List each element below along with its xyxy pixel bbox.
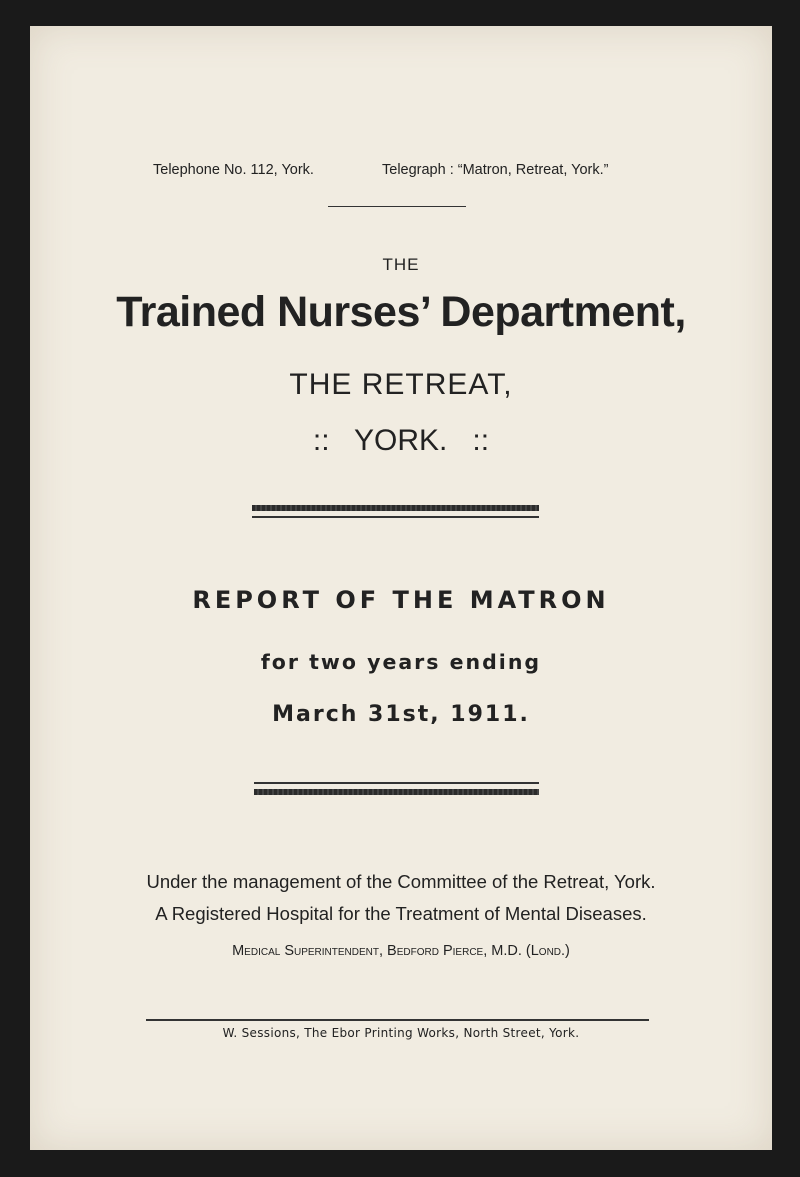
printer-imprint: W. Sessions, The Ebor Printing Works, North Street, York. <box>222 1026 580 1040</box>
institution-name: THE RETREAT, <box>289 368 513 401</box>
report-date: March 31st, 1911. <box>272 702 530 727</box>
city-name: :: YORK. :: <box>312 424 490 457</box>
thin-rule-upper <box>252 516 539 518</box>
telegraph-line: Telegraph : “Matron, Retreat, York.” <box>382 162 609 178</box>
superintendent-line: Medical Superintendent, Bedford Pierce, M.D. (Lond.) <box>232 943 570 959</box>
report-period: for two years ending <box>260 650 542 674</box>
thin-rule-lower <box>254 782 539 784</box>
document-page <box>30 26 772 1150</box>
management-line: Under the management of the Committee of the Retreat, York. <box>146 871 656 892</box>
the-label: THE <box>382 255 420 274</box>
telephone-line: Telephone No. 112, York. <box>153 162 314 178</box>
department-title: Trained Nurses’ Department, <box>116 288 686 336</box>
ornamental-rule-upper <box>252 505 539 511</box>
ornamental-rule-lower <box>254 789 539 795</box>
registered-hospital-line: A Registered Hospital for the Treatment of Mental Diseases. <box>155 903 647 924</box>
report-heading: REPORT OF THE MATRON <box>192 586 610 614</box>
footer-rule <box>146 1019 649 1021</box>
top-divider <box>328 206 466 207</box>
